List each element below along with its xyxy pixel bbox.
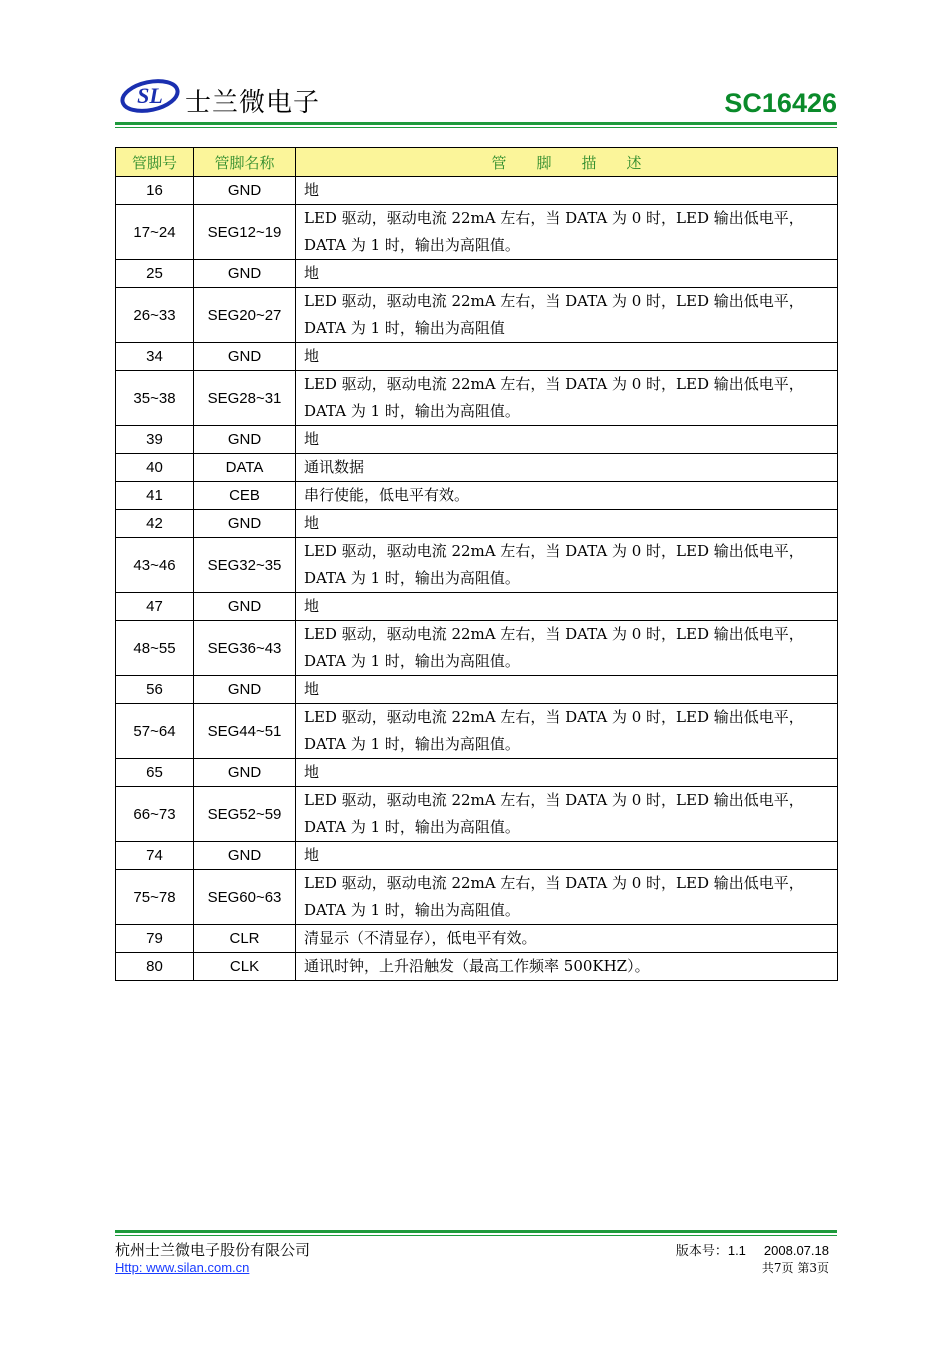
pin-number-cell: 26~33	[116, 288, 194, 343]
table-row	[116, 371, 838, 426]
pin-number-cell: 42	[116, 510, 194, 538]
pin-name-cell: SEG60~63	[194, 870, 296, 925]
table-row	[116, 288, 838, 343]
pin-number-cell: 65	[116, 759, 194, 787]
pin-name-cell: SEG44~51	[194, 704, 296, 759]
table-row	[116, 787, 838, 842]
pin-number-cell: 75~78	[116, 870, 194, 925]
header-pin-description: 管 脚 描 述	[296, 148, 838, 177]
pin-name-cell: SEG36~43	[194, 621, 296, 676]
table-row	[116, 953, 838, 981]
table-header-row	[116, 148, 838, 177]
pin-description-cell: LED 驱动，驱动电流 22mA 左右，当 DATA 为 0 时，LED 输出低电平，DATA 为 1 时，输出为高阻值。	[296, 621, 838, 676]
version-label: 版本号：1.1	[675, 1243, 746, 1258]
header-rule	[115, 122, 837, 125]
table-row	[116, 454, 838, 482]
pin-name-cell: GND	[194, 343, 296, 371]
pin-number-cell: 79	[116, 925, 194, 953]
table-row	[116, 343, 838, 371]
pin-name-cell: CEB	[194, 482, 296, 510]
pin-description-cell: LED 驱动，驱动电流 22mA 左右，当 DATA 为 0 时，LED 输出低电平，DATA 为 1 时，输出为高阻值。	[296, 870, 838, 925]
pin-name-cell: SEG52~59	[194, 787, 296, 842]
pin-number-cell: 16	[116, 177, 194, 205]
pin-number-cell: 66~73	[116, 787, 194, 842]
pin-description-cell: LED 驱动，驱动电流 22mA 左右，当 DATA 为 0 时，LED 输出低电平，DATA 为 1 时，输出为高阻值。	[296, 538, 838, 593]
page-header	[115, 72, 837, 128]
header-pin-name: 管脚名称	[194, 148, 296, 177]
pin-description-cell: 串行使能，低电平有效。	[296, 482, 838, 510]
header-pin-number: 管脚号	[116, 148, 194, 177]
footer-pages: 共7页 第3页	[761, 1261, 829, 1275]
pin-description-cell: 地	[296, 842, 838, 870]
table-row	[116, 925, 838, 953]
pin-number-cell: 17~24	[116, 205, 194, 260]
pin-number-cell: 39	[116, 426, 194, 454]
table-row	[116, 676, 838, 704]
logo-text: SL	[137, 83, 163, 108]
footer-rule	[115, 1230, 837, 1233]
table-row	[116, 704, 838, 759]
pin-number-cell: 48~55	[116, 621, 194, 676]
pin-name-cell: SEG12~19	[194, 205, 296, 260]
table-row	[116, 426, 838, 454]
table-row	[116, 759, 838, 787]
pin-description-cell: LED 驱动，驱动电流 22mA 左右，当 DATA 为 0 时，LED 输出低电平，DATA 为 1 时，输出为高阻值。	[296, 787, 838, 842]
footer-date: 2008.07.18	[763, 1243, 829, 1258]
pin-name-cell: GND	[194, 260, 296, 288]
pin-number-cell: 56	[116, 676, 194, 704]
footer-version	[676, 1240, 829, 1259]
pin-description-cell: LED 驱动，驱动电流 22mA 左右，当 DATA 为 0 时，LED 输出低电平，DATA 为 1 时，输出为高阻值。	[296, 371, 838, 426]
pin-number-cell: 35~38	[116, 371, 194, 426]
silan-logo-icon	[119, 78, 181, 114]
pin-name-cell: DATA	[194, 454, 296, 482]
footer-url-link[interactable]: Http: www.silan.com.cn	[115, 1260, 250, 1275]
pin-description-cell: 通讯数据	[296, 454, 838, 482]
pin-description-cell: LED 驱动，驱动电流 22mA 左右，当 DATA 为 0 时，LED 输出低电平，DATA 为 1 时，输出为高阻值	[296, 288, 838, 343]
pin-description-cell: 通讯时钟，上升沿触发（最高工作频率 500KHZ）。	[296, 953, 838, 981]
pin-name-cell: SEG32~35	[194, 538, 296, 593]
table-row	[116, 205, 838, 260]
table-row	[116, 538, 838, 593]
pin-name-cell: CLK	[194, 953, 296, 981]
page-footer	[115, 1230, 837, 1290]
pin-description-cell: 地	[296, 260, 838, 288]
pin-name-cell: GND	[194, 842, 296, 870]
pin-number-cell: 34	[116, 343, 194, 371]
pin-number-cell: 40	[116, 454, 194, 482]
pin-name-cell: GND	[194, 177, 296, 205]
table-row	[116, 842, 838, 870]
table-row	[116, 870, 838, 925]
header-rule-thin	[115, 127, 837, 128]
pin-table	[115, 147, 838, 981]
pin-description-cell: 地	[296, 177, 838, 205]
pin-name-cell: SEG20~27	[194, 288, 296, 343]
model-number: SC16426	[724, 88, 837, 118]
pin-number-cell: 80	[116, 953, 194, 981]
pin-name-cell: SEG28~31	[194, 371, 296, 426]
pin-description-cell: 地	[296, 759, 838, 787]
pin-name-cell: GND	[194, 426, 296, 454]
pin-number-cell: 41	[116, 482, 194, 510]
pin-description-cell: LED 驱动，驱动电流 22mA 左右，当 DATA 为 0 时，LED 输出低电平，DATA 为 1 时，输出为高阻值。	[296, 205, 838, 260]
pin-table-body	[116, 177, 838, 981]
company-name: 士兰微电子	[185, 88, 321, 118]
pin-number-cell: 57~64	[116, 704, 194, 759]
table-row	[116, 482, 838, 510]
pin-description-cell: 地	[296, 593, 838, 621]
pin-description-cell: 地	[296, 676, 838, 704]
table-row	[116, 260, 838, 288]
pin-number-cell: 43~46	[116, 538, 194, 593]
pin-name-cell: GND	[194, 510, 296, 538]
pin-number-cell: 47	[116, 593, 194, 621]
pin-name-cell: GND	[194, 676, 296, 704]
pin-name-cell: CLR	[194, 925, 296, 953]
pin-description-cell: LED 驱动，驱动电流 22mA 左右，当 DATA 为 0 时，LED 输出低电平，DATA 为 1 时，输出为高阻值。	[296, 704, 838, 759]
footer-company: 杭州士兰微电子股份有限公司	[115, 1241, 311, 1259]
pin-number-cell: 25	[116, 260, 194, 288]
pin-name-cell: GND	[194, 593, 296, 621]
table-row	[116, 621, 838, 676]
pin-number-cell: 74	[116, 842, 194, 870]
pin-description-cell: 地	[296, 510, 838, 538]
footer-rule-thin	[115, 1235, 837, 1236]
pin-name-cell: GND	[194, 759, 296, 787]
pin-description-cell: 地	[296, 343, 838, 371]
table-row	[116, 593, 838, 621]
table-row	[116, 177, 838, 205]
pin-description-cell: 地	[296, 426, 838, 454]
table-row	[116, 510, 838, 538]
pin-description-cell: 清显示（不清显存），低电平有效。	[296, 925, 838, 953]
